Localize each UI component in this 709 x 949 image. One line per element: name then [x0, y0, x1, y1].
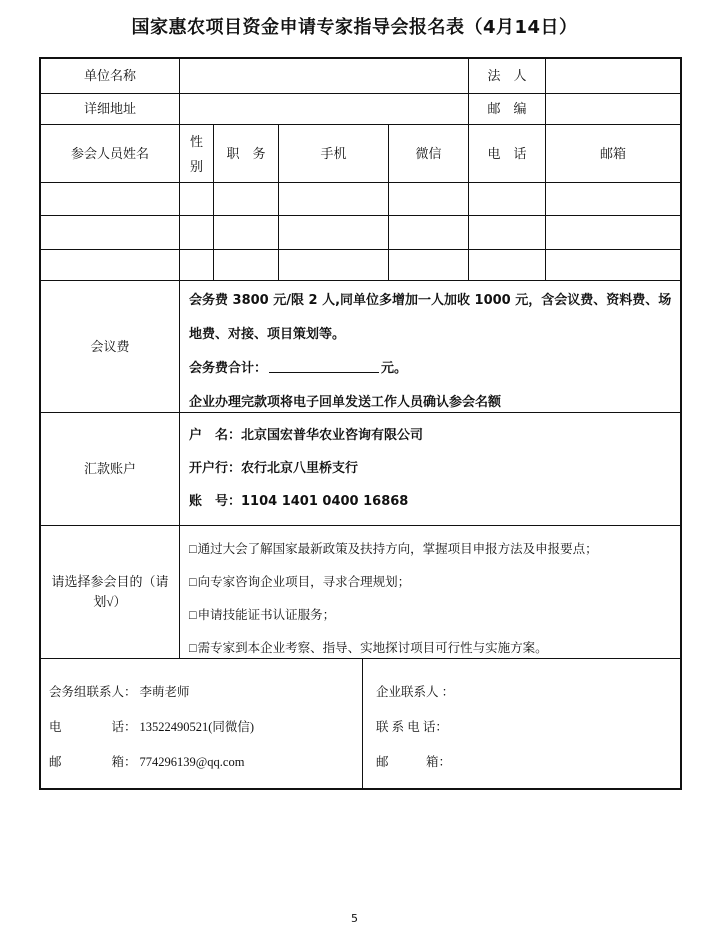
attendee-position-cell: [214, 183, 279, 216]
attendee-email-cell: [546, 250, 680, 281]
fee-label: 会议费: [41, 281, 180, 413]
company-name-label: 单位名称: [41, 59, 180, 94]
checkbox-icon: □: [189, 575, 197, 589]
page-title: 国家惠农项目资金申请专家指导会报名表（4月14日）: [131, 17, 578, 38]
organizer-contact-cell: [41, 659, 363, 788]
page-number: 5: [351, 912, 358, 925]
attendee-phone-cell: [469, 216, 546, 250]
attendee-name-cell: [41, 183, 180, 216]
attendee-phone-cell: [469, 183, 546, 216]
attendee-gender-header: 性 别: [180, 125, 214, 183]
enterprise-contact-name: 企业联系人 ：: [376, 685, 455, 699]
checkbox-icon: □: [189, 641, 197, 655]
address-row: [41, 94, 680, 125]
attendee-name-cell: [41, 250, 180, 281]
attendee-gender-cell: [180, 216, 214, 250]
remittance-content-cell: [180, 413, 680, 526]
attendee-email-header: 邮箱: [546, 125, 680, 183]
enterprise-contact-cell: [363, 659, 680, 788]
purpose-option: □向专家咨询企业项目，寻求合理规划；: [189, 575, 411, 589]
attendee-empty-row: [41, 250, 680, 281]
fee-total-blank-field: [269, 359, 379, 373]
address-value-cell: [180, 94, 469, 125]
fee-note: 企业办理完款项将电子回单发送工作人员确认参会名额: [189, 395, 502, 410]
fee-total-line: 会务费合计： 元。: [189, 361, 408, 376]
postcode-label: 邮 编: [469, 94, 546, 125]
remittance-bank: 开户行：农行北京八里桥支行: [189, 461, 359, 476]
checkbox-icon: □: [189, 542, 197, 556]
attendee-email-cell: [546, 183, 680, 216]
enterprise-contact-phone: 联 系 电 话：: [376, 720, 448, 734]
purpose-option: □通过大会了解国家最新政策及扶持方向，掌握项目申报方法及申报要点；: [189, 542, 598, 556]
attendee-name-cell: [41, 216, 180, 250]
attendee-mobile-cell: [279, 250, 389, 281]
registration-form-table: [39, 57, 682, 790]
organizer-contact-email: 邮 箱： 774296139@qq.com: [49, 755, 245, 769]
purpose-option: □需专家到本企业考察、指导、实地探讨项目可行性与实施方案。: [189, 641, 548, 655]
organizer-contact-name: 会务组联系人： 李萌老师: [49, 685, 190, 699]
remittance-account-number: 账 号：1104 1401 0400 16868: [189, 494, 409, 509]
attendee-phone-header: 电 话: [469, 125, 546, 183]
fee-content-cell: [180, 281, 680, 413]
attendee-position-cell: [214, 216, 279, 250]
attendee-position-cell: [214, 250, 279, 281]
attendee-gender-cell: [180, 183, 214, 216]
postcode-value-cell: [546, 94, 680, 125]
purpose-label: 请选择参会目的（请划√）: [41, 526, 180, 659]
attendee-mobile-header: 手机: [279, 125, 389, 183]
attendee-wechat-header: 微信: [389, 125, 469, 183]
organizer-contact-phone: 电 话： 13522490521(同微信): [49, 720, 255, 734]
attendee-wechat-cell: [389, 183, 469, 216]
contacts-row: [41, 659, 680, 788]
attendee-position-header: 职 务: [214, 125, 279, 183]
attendee-wechat-cell: [389, 216, 469, 250]
attendee-header-row: [41, 125, 680, 183]
purpose-options-cell: [180, 526, 680, 659]
attendee-phone-cell: [469, 250, 546, 281]
remittance-label: 汇款账户: [41, 413, 180, 526]
address-label: 详细地址: [41, 94, 180, 125]
fee-description: 会务费 3800 元/限 2 人,同单位多增加一人加收 1000 元，含会议费、资料费、场地费、对接、项目策划等。: [189, 293, 672, 342]
attendee-empty-row: [41, 183, 680, 216]
company-name-row: [41, 59, 680, 94]
checkbox-icon: □: [189, 608, 197, 622]
fee-row: [41, 281, 680, 413]
attendee-mobile-cell: [279, 216, 389, 250]
attendee-email-cell: [546, 216, 680, 250]
attendee-empty-row: [41, 216, 680, 250]
purpose-row: [41, 526, 680, 659]
remittance-account-name: 户 名：北京国宏普华农业咨询有限公司: [189, 428, 424, 443]
purpose-option: □申请技能证书认证服务；: [189, 608, 336, 622]
attendee-gender-cell: [180, 250, 214, 281]
attendee-name-header: 参会人员姓名: [41, 125, 180, 183]
remittance-row: [41, 413, 680, 526]
attendee-wechat-cell: [389, 250, 469, 281]
legal-rep-value-cell: [546, 59, 680, 94]
legal-rep-label: 法 人: [469, 59, 546, 94]
attendee-mobile-cell: [279, 183, 389, 216]
enterprise-contact-email: 邮 箱：: [376, 755, 452, 769]
company-name-value-cell: [180, 59, 469, 94]
